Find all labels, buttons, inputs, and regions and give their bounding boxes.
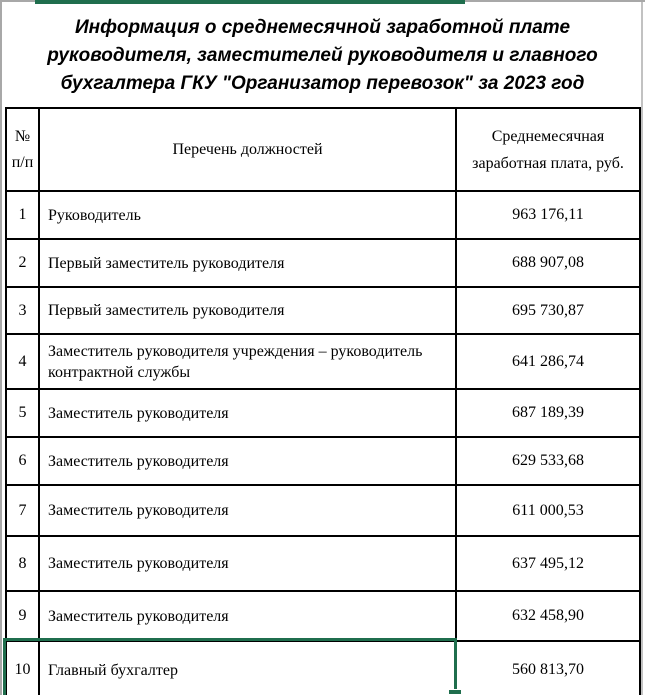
cell-position[interactable] bbox=[39, 191, 456, 239]
cell-salary[interactable]: 688 907,08 bbox=[456, 239, 640, 287]
selection-border-right bbox=[454, 638, 457, 695]
title-line-1: Информация о среднемесячной заработной плате bbox=[74, 17, 571, 38]
cell-salary[interactable]: 687 189,39 bbox=[456, 389, 640, 437]
table-row bbox=[6, 536, 640, 591]
selection-resize-handle[interactable] bbox=[448, 689, 462, 695]
selection-top-indicator bbox=[35, 0, 465, 4]
position-text: Заместитель руководителя bbox=[48, 555, 229, 572]
page-left-edge-line bbox=[0, 0, 2, 695]
selection-border-left bbox=[3, 638, 6, 695]
document-title bbox=[0, 14, 645, 98]
cell-row-number[interactable]: 6 bbox=[6, 437, 39, 485]
table-row bbox=[6, 437, 640, 485]
table-row bbox=[6, 591, 640, 641]
page-right-edge-line bbox=[641, 0, 643, 695]
table-row bbox=[6, 334, 640, 389]
cell-salary[interactable]: 695 730,87 bbox=[456, 287, 640, 334]
title-line-2: руководителя, заместителей руководителя и главного bbox=[47, 45, 598, 66]
table-row bbox=[6, 389, 640, 437]
title-line-3: бухгалтера ГКУ "Организатор перевозок" за 2023 год bbox=[60, 73, 585, 94]
salary-table bbox=[5, 107, 641, 695]
table-row bbox=[6, 191, 640, 239]
position-text: Заместитель руководителя bbox=[48, 452, 229, 470]
header-cell-position[interactable]: Перечень должностей bbox=[39, 108, 456, 191]
position-text: Заместитель руководителя учреждения – руководитель контрактной службы bbox=[48, 342, 423, 381]
cell-position[interactable] bbox=[39, 334, 456, 389]
position-text: Заместитель руководителя bbox=[48, 404, 229, 422]
cell-row-number[interactable]: 3 bbox=[6, 287, 39, 334]
header-cell-number[interactable]: № п/п bbox=[6, 108, 39, 191]
position-text: Руководитель bbox=[48, 206, 141, 224]
cell-position[interactable] bbox=[39, 437, 456, 485]
table-row-selected bbox=[6, 641, 640, 695]
position-text: Заместитель руководителя bbox=[48, 502, 229, 519]
cell-position-selected[interactable] bbox=[39, 641, 456, 695]
position-text: Первый заместитель руководителя bbox=[48, 254, 285, 272]
cell-salary[interactable]: 963 176,11 bbox=[456, 191, 640, 239]
cell-row-number[interactable]: 9 bbox=[6, 591, 39, 641]
cell-position[interactable] bbox=[39, 239, 456, 287]
cell-row-number[interactable]: 4 bbox=[6, 334, 39, 389]
table-row bbox=[6, 287, 640, 334]
cell-row-number[interactable]: 8 bbox=[6, 536, 39, 591]
cell-row-number[interactable]: 5 bbox=[6, 389, 39, 437]
cell-position[interactable] bbox=[39, 287, 456, 334]
selection-border-top bbox=[3, 638, 457, 641]
cell-position[interactable] bbox=[39, 389, 456, 437]
cell-salary[interactable]: 560 813,70 bbox=[456, 641, 640, 695]
cell-salary[interactable]: 637 495,12 bbox=[456, 536, 640, 591]
table-row bbox=[6, 485, 640, 536]
cell-salary[interactable]: 629 533,68 bbox=[456, 437, 640, 485]
cell-position[interactable] bbox=[39, 591, 456, 641]
header-cell-salary[interactable]: Среднемесячная заработная плата, руб. bbox=[456, 108, 640, 191]
position-text: Заместитель руководителя bbox=[48, 607, 229, 625]
cell-position[interactable] bbox=[39, 536, 456, 591]
cell-row-number[interactable]: 7 bbox=[6, 485, 39, 536]
table-row bbox=[6, 239, 640, 287]
cell-salary[interactable]: 641 286,74 bbox=[456, 334, 640, 389]
cell-row-number[interactable]: 1 bbox=[6, 191, 39, 239]
cell-salary[interactable]: 632 458,90 bbox=[456, 591, 640, 641]
position-text: Главный бухгалтер bbox=[48, 661, 178, 679]
cell-row-number[interactable]: 2 bbox=[6, 239, 39, 287]
cell-row-number[interactable]: 10 bbox=[6, 641, 39, 695]
table-header-row bbox=[6, 108, 640, 191]
position-text: Первый заместитель руководителя bbox=[48, 302, 285, 319]
cell-salary[interactable]: 611 000,53 bbox=[456, 485, 640, 536]
cell-position[interactable] bbox=[39, 485, 456, 536]
